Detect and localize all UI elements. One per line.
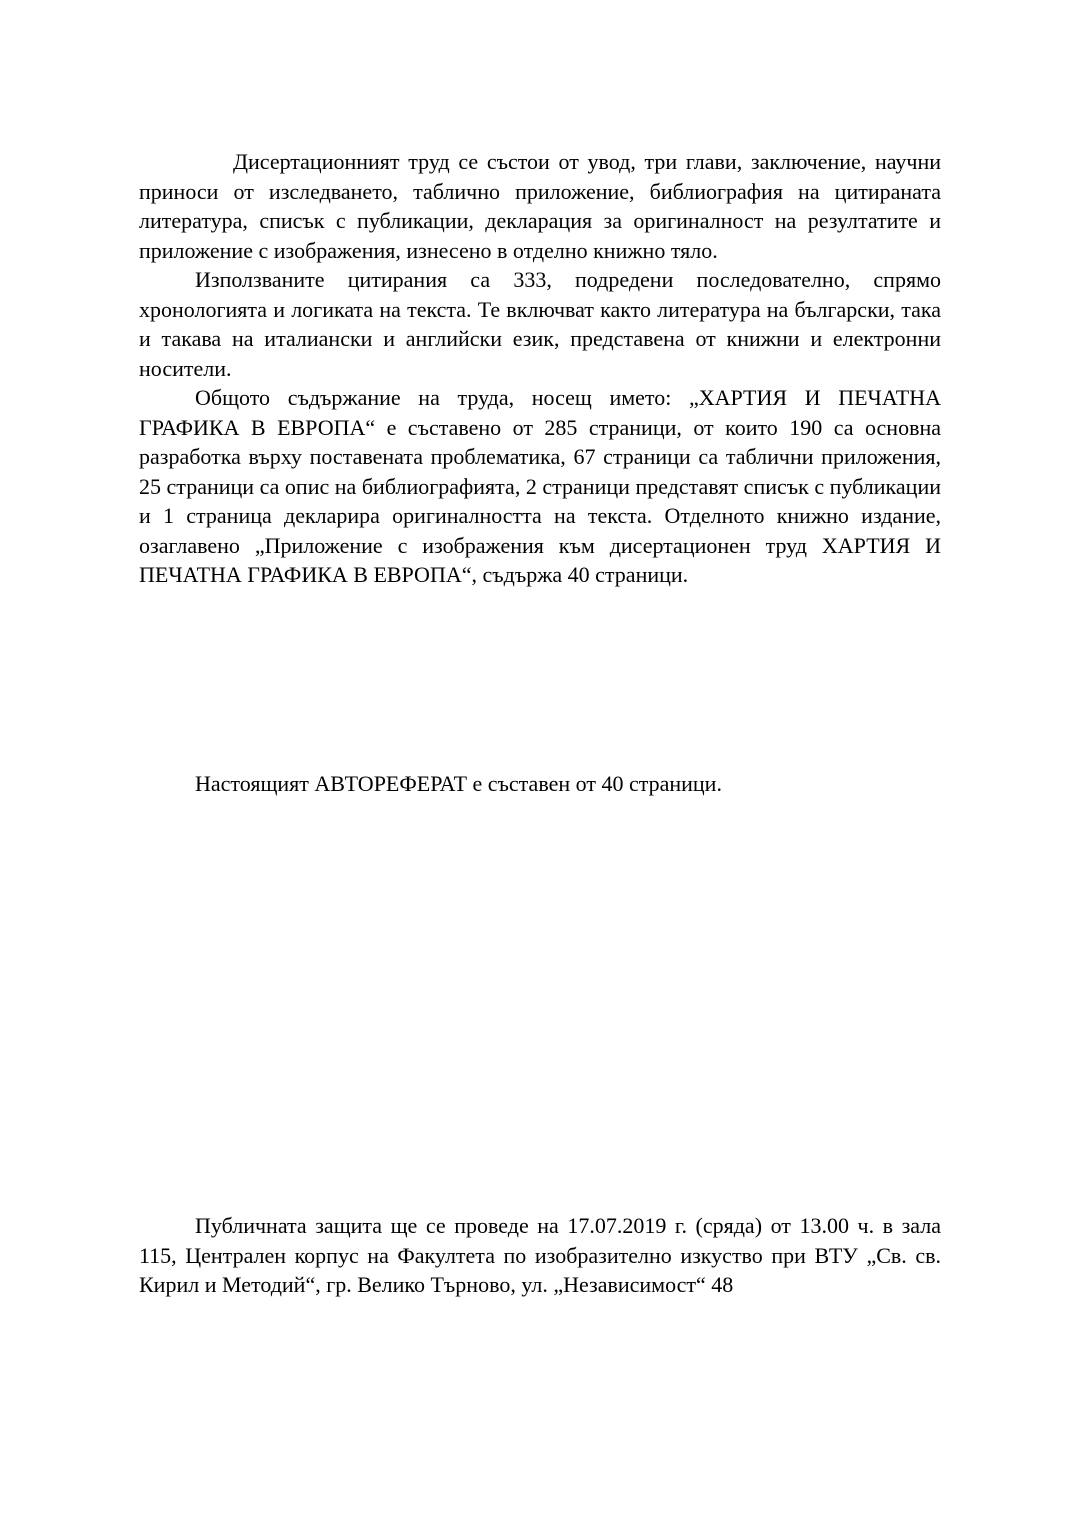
paragraph-structure: Дисертационният труд се състои от увод, три глави, заключение, научни приноси от изследването, таблично приложение, библиография на цитираната литература, списък с публикации, декларация за оригиналност на резултатите и приложение с изображения, изнесено в отделно книжно тяло. <box>139 149 941 263</box>
summary-statement: Настоящият АВТОРЕФЕРАТ е съставен от 40 страници. <box>195 771 722 796</box>
paragraph-citations: Използваните цитирания са 333, подредени последователно, спрямо хронологията и логиката на текста. Те включват както литература на български, така и такава на италиански и английски език, представена от книжни и електронни носители. <box>139 267 941 381</box>
paragraph-defense: Публичната защита ще се проведе на 17.07.2019 г. (сряда) от 13.00 ч. в зала 115, Централен корпус на Факултета по изобразително изкуство при ВТУ „Св. св. Кирил и Методий“, гр. Велико Търново, ул. „Независимост“ 48 <box>139 1213 941 1297</box>
dissertation-description <box>139 147 941 590</box>
paragraph-contents: Общото съдържание на труда, носещ името: „ХАРТИЯ И ПЕЧАТНА ГРАФИКА В ЕВРОПА“ е съставено от 285 страници, от които 190 са основна разработка върху поставената проблематика, 67 страници са таблични приложения, 25 страници са опис на библиографията, 2 страници представят списък с публикации и 1 страница декларира оригиналността на текста. Отделното книжно издание, озаглавено „Приложение с изображения към дисертационен труд ХАРТИЯ И ПЕЧАТНА ГРАФИКА В ЕВРОПА“, съдържа 40 страници. <box>139 385 941 587</box>
defense-info <box>139 1211 941 1300</box>
